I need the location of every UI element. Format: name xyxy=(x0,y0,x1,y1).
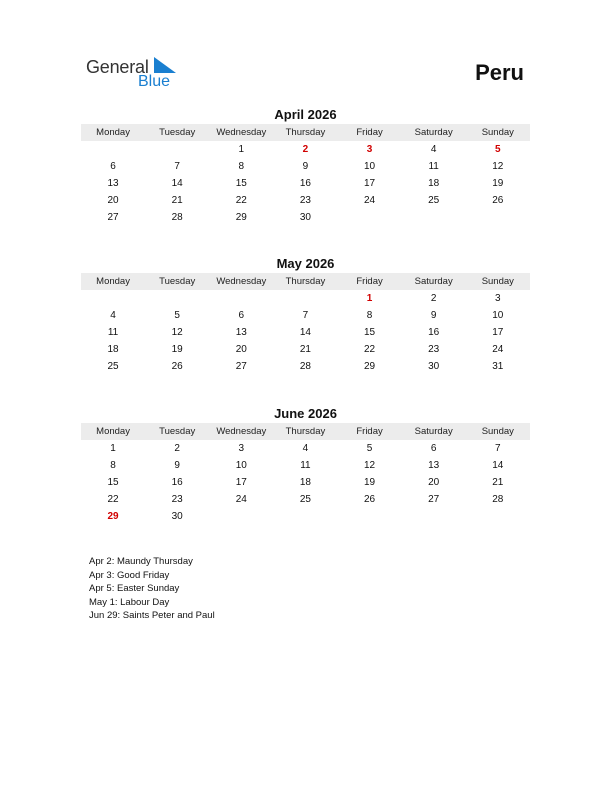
weekday-label: Wednesday xyxy=(216,426,267,437)
day-cell: 29 xyxy=(107,511,119,522)
day-cell: 30 xyxy=(428,361,440,372)
weekday-label: Friday xyxy=(356,276,383,287)
week-row xyxy=(81,341,530,358)
day-cell: 13 xyxy=(107,178,119,189)
day-cell: 26 xyxy=(492,195,504,206)
day-cell: 30 xyxy=(299,212,311,223)
day-cell: 9 xyxy=(174,460,180,471)
weekday-label: Saturday xyxy=(414,426,453,437)
day-cell: 3 xyxy=(495,293,501,304)
day-cell: 9 xyxy=(430,310,437,321)
day-cell: 1 xyxy=(238,144,245,155)
day-cell: 28 xyxy=(299,361,311,372)
day-cell: 10 xyxy=(492,310,504,321)
day-cell: 2 xyxy=(174,443,180,454)
day-cell: 22 xyxy=(107,494,119,505)
day-cell: 28 xyxy=(492,494,504,505)
day-cell: 21 xyxy=(492,477,504,488)
day-cell: 25 xyxy=(299,494,311,505)
empty-day-cell xyxy=(273,290,337,307)
empty-day-cell xyxy=(402,508,466,525)
empty-day-cell xyxy=(81,290,145,307)
day-cell: 3 xyxy=(366,144,373,155)
day-cell: 24 xyxy=(364,195,376,206)
day-cell: 15 xyxy=(107,477,119,488)
empty-day-cell xyxy=(145,290,209,307)
day-cell: 6 xyxy=(110,161,116,172)
day-cell: 17 xyxy=(235,477,247,488)
month-june xyxy=(81,405,530,525)
week-row xyxy=(81,440,530,457)
day-cell: 12 xyxy=(364,460,376,471)
weekday-label: Thursday xyxy=(285,426,326,437)
day-cell: 25 xyxy=(428,195,440,206)
day-cell: 20 xyxy=(235,344,247,355)
day-cell: 7 xyxy=(495,443,501,454)
day-cell: 11 xyxy=(428,161,439,172)
day-cell: 8 xyxy=(238,161,245,172)
day-cell: 15 xyxy=(364,327,376,338)
day-cell: 23 xyxy=(299,195,311,206)
day-cell: 24 xyxy=(235,494,247,505)
week-row xyxy=(81,474,530,491)
day-cell: 13 xyxy=(428,460,440,471)
weekday-label: Thursday xyxy=(285,127,326,138)
week-row xyxy=(81,491,530,508)
day-cell: 20 xyxy=(107,195,119,206)
day-cell: 16 xyxy=(299,178,311,189)
week-row xyxy=(81,290,530,307)
day-cell: 27 xyxy=(428,494,440,505)
brand-logo xyxy=(86,55,196,93)
day-cell: 27 xyxy=(235,361,247,372)
day-cell: 9 xyxy=(302,161,309,172)
day-cell: 6 xyxy=(430,443,437,454)
day-cell: 24 xyxy=(492,344,504,355)
empty-day-cell xyxy=(209,508,273,525)
day-cell: 1 xyxy=(366,293,373,304)
day-cell: 4 xyxy=(430,144,437,155)
week-row xyxy=(81,307,530,324)
empty-day-cell xyxy=(338,508,402,525)
weekday-label: Tuesday xyxy=(159,426,196,437)
holiday-entry: Jun 29: Saints Peter and Paul xyxy=(89,610,215,621)
weekday-header-row xyxy=(81,423,530,440)
week-row xyxy=(81,192,530,209)
day-cell: 4 xyxy=(302,443,309,454)
month-may xyxy=(81,255,530,375)
day-cell: 18 xyxy=(107,344,119,355)
day-cell: 23 xyxy=(428,344,440,355)
month-title: June 2026 xyxy=(274,406,337,421)
weekday-label: Friday xyxy=(356,127,383,138)
day-cell: 11 xyxy=(107,327,119,338)
day-cell: 11 xyxy=(300,460,311,471)
day-cell: 21 xyxy=(299,344,311,355)
day-cell: 17 xyxy=(364,178,376,189)
day-cell: 14 xyxy=(492,460,504,471)
holiday-entry: May 1: Labour Day xyxy=(89,596,170,608)
day-cell: 2 xyxy=(430,293,437,304)
week-row xyxy=(81,158,530,175)
day-cell: 8 xyxy=(366,310,373,321)
week-row xyxy=(81,141,530,158)
day-cell: 15 xyxy=(235,178,247,189)
logo-text-general: General xyxy=(86,57,149,77)
day-cell: 19 xyxy=(492,178,504,189)
empty-day-cell xyxy=(81,141,145,158)
day-cell: 5 xyxy=(495,144,501,155)
day-cell: 20 xyxy=(428,477,440,488)
day-cell: 12 xyxy=(171,327,183,338)
day-cell: 31 xyxy=(492,361,504,372)
empty-day-cell xyxy=(145,141,209,158)
day-cell: 30 xyxy=(171,511,183,522)
holiday-entry: Apr 5: Easter Sunday xyxy=(89,583,180,594)
week-row xyxy=(81,508,530,525)
month-april xyxy=(81,106,530,226)
day-cell: 23 xyxy=(171,494,183,505)
day-cell: 16 xyxy=(171,477,183,488)
day-cell: 10 xyxy=(235,460,247,471)
weekday-label: Saturday xyxy=(414,127,453,138)
empty-day-cell xyxy=(466,209,530,226)
month-title: April 2026 xyxy=(274,107,337,122)
day-cell: 26 xyxy=(171,361,183,372)
weekday-label: Sunday xyxy=(481,127,514,138)
day-cell: 19 xyxy=(364,477,376,488)
empty-day-cell xyxy=(209,290,273,307)
day-cell: 2 xyxy=(302,144,309,155)
day-cell: 5 xyxy=(366,443,373,454)
day-cell: 6 xyxy=(238,310,245,321)
day-cell: 22 xyxy=(235,195,247,206)
empty-day-cell xyxy=(338,209,402,226)
day-cell: 19 xyxy=(171,344,183,355)
day-cell: 16 xyxy=(428,327,440,338)
weekday-header-row xyxy=(81,273,530,290)
week-row xyxy=(81,324,530,341)
logo-triangle-icon xyxy=(154,57,176,73)
day-cell: 29 xyxy=(364,361,376,372)
weekday-label: Wednesday xyxy=(216,127,267,138)
empty-day-cell xyxy=(466,508,530,525)
day-cell: 17 xyxy=(492,327,504,338)
weekday-label: Tuesday xyxy=(159,276,196,287)
weekday-label: Monday xyxy=(96,426,130,437)
logo-text-blue: Blue xyxy=(138,73,171,90)
day-cell: 27 xyxy=(107,212,119,223)
day-cell: 8 xyxy=(110,460,116,471)
day-cell: 21 xyxy=(171,195,183,206)
weekday-label: Sunday xyxy=(481,276,514,287)
day-cell: 14 xyxy=(171,178,183,189)
day-cell: 1 xyxy=(110,443,116,454)
day-cell: 5 xyxy=(174,310,180,321)
week-row xyxy=(81,209,530,226)
weekday-label: Sunday xyxy=(481,426,514,437)
day-cell: 3 xyxy=(238,443,245,454)
weekday-label: Tuesday xyxy=(159,127,196,138)
week-row xyxy=(81,175,530,192)
weekday-label: Monday xyxy=(96,276,130,287)
holiday-entry: Apr 2: Maundy Thursday xyxy=(89,556,193,567)
empty-day-cell xyxy=(402,209,466,226)
day-cell: 14 xyxy=(299,327,311,338)
day-cell: 29 xyxy=(235,212,247,223)
day-cell: 26 xyxy=(364,494,376,505)
day-cell: 7 xyxy=(174,161,180,172)
weekday-label: Saturday xyxy=(414,276,453,287)
weekday-label: Monday xyxy=(96,127,130,138)
day-cell: 25 xyxy=(107,361,119,372)
day-cell: 18 xyxy=(299,477,311,488)
week-row xyxy=(81,457,530,474)
holiday-entry: Apr 3: Good Friday xyxy=(89,569,170,581)
day-cell: 13 xyxy=(235,327,247,338)
week-row xyxy=(81,358,530,375)
day-cell: 12 xyxy=(492,161,504,172)
country-title: Peru xyxy=(475,60,524,85)
weekday-header-row xyxy=(81,124,530,141)
weekday-label: Thursday xyxy=(285,276,326,287)
month-title: May 2026 xyxy=(276,256,335,271)
day-cell: 18 xyxy=(428,178,440,189)
weekday-label: Friday xyxy=(356,426,383,437)
holiday-list xyxy=(89,555,215,623)
weekday-label: Wednesday xyxy=(216,276,267,287)
day-cell: 28 xyxy=(171,212,183,223)
day-cell: 22 xyxy=(364,344,376,355)
day-cell: 4 xyxy=(110,310,116,321)
day-cell: 7 xyxy=(302,310,309,321)
empty-day-cell xyxy=(273,508,337,525)
day-cell: 10 xyxy=(364,161,376,172)
